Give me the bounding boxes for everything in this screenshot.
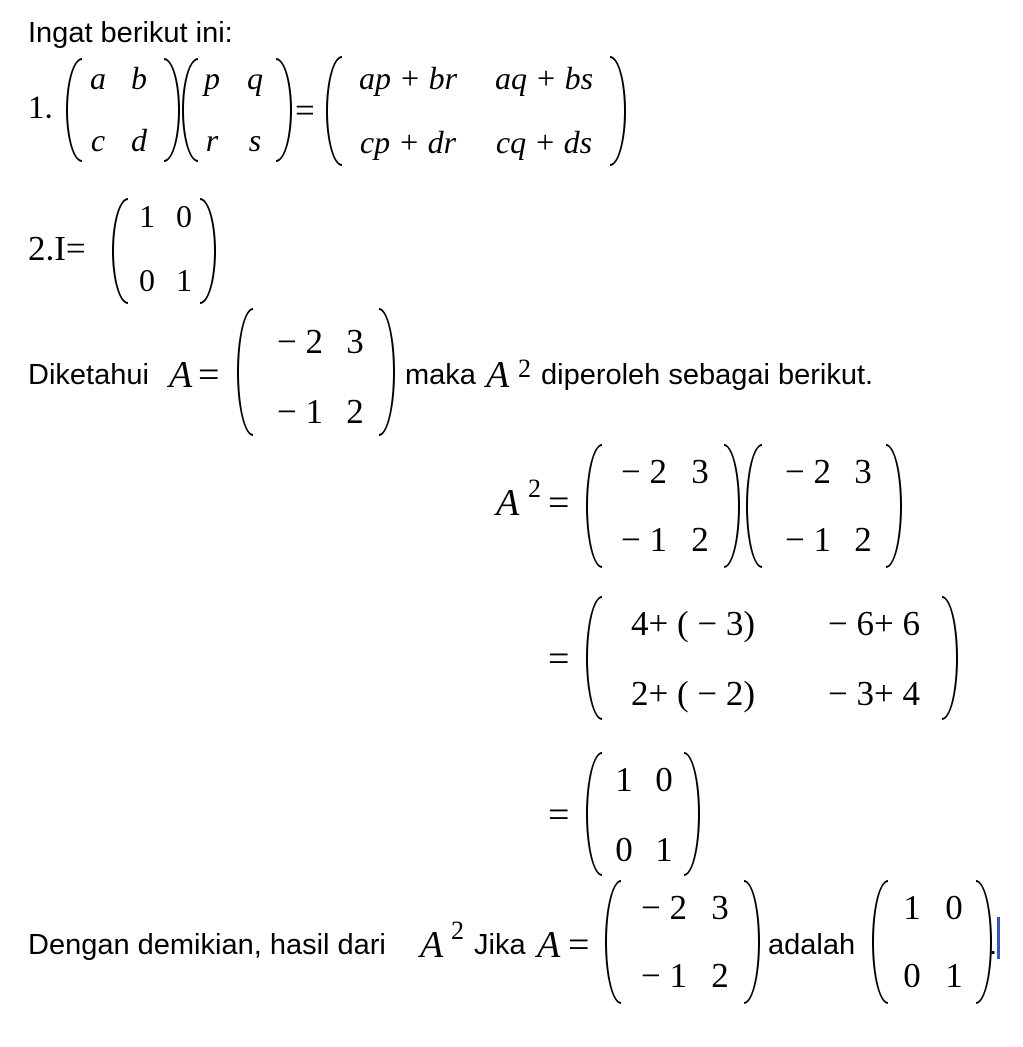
- conclusion-prefix: Dengan demikian, hasil dari: [28, 929, 386, 961]
- matrix-cell: 3: [854, 452, 872, 491]
- matrix-cell: 0: [903, 956, 921, 995]
- text-cursor: [997, 917, 1000, 959]
- matrix-cell: s: [248, 122, 262, 158]
- paren-right: [724, 444, 740, 568]
- matrix-cell: 3: [346, 322, 364, 361]
- matrix-cell: − 1: [641, 956, 687, 995]
- paren-right: [379, 308, 395, 436]
- matrix-cell: − 2: [785, 452, 831, 491]
- paren-left: [586, 444, 602, 568]
- matrix-cell: 4+ ( − 3): [630, 604, 756, 643]
- matrix-cell: r: [205, 122, 219, 158]
- paren-right: [276, 58, 292, 162]
- exponent: 2: [528, 474, 541, 503]
- calc-lhs-base: A: [496, 482, 520, 524]
- matrix-cell: − 3+ 4: [828, 674, 920, 713]
- paren-left: [746, 444, 762, 568]
- matrix-cell: b: [131, 60, 147, 96]
- equals-sign: =: [548, 482, 570, 524]
- matrix-cell: − 1: [621, 520, 667, 559]
- matrix-cell: − 1: [785, 520, 831, 559]
- matrix-cell: 2+ ( − 2): [630, 674, 756, 713]
- matrix-cell: q: [247, 60, 263, 96]
- given-var: A: [169, 354, 193, 396]
- conclusion-square-base: A: [420, 924, 444, 966]
- matrix-cell: 0: [139, 262, 155, 298]
- matrix-cell: 1: [615, 760, 633, 799]
- conclusion-adalah: adalah: [768, 929, 856, 961]
- paren-right: [200, 198, 216, 304]
- paren-left: [112, 198, 128, 304]
- matrix-cell: 1: [945, 956, 963, 995]
- matrix-cell: 1: [139, 198, 155, 234]
- matrix-cell: c: [90, 122, 106, 158]
- matrix-cell: 0: [176, 198, 192, 234]
- matrix-cell: p: [204, 60, 220, 96]
- matrix-cell: 1: [655, 830, 673, 869]
- paren-left: [182, 58, 198, 162]
- rule1-number: 1.: [28, 90, 53, 126]
- matrix-cell: d: [131, 122, 147, 158]
- matrix-cell: 1: [903, 888, 921, 927]
- matrix-cell: 0: [655, 760, 673, 799]
- equals-sign: =: [568, 924, 590, 966]
- paren-right: [942, 596, 958, 720]
- equals-sign: =: [198, 354, 220, 396]
- paren-right: [164, 58, 180, 162]
- given-square-base: A: [486, 354, 510, 396]
- paren-left: [872, 880, 888, 1004]
- matrix-cell: a: [90, 60, 106, 96]
- matrix-cell: − 2: [621, 452, 667, 491]
- given-middle: maka: [405, 359, 476, 391]
- matrix-cell: 2: [711, 956, 729, 995]
- matrix-cell: 1: [176, 262, 192, 298]
- given-prefix: Diketahui: [28, 359, 149, 391]
- matrix-cell: − 2: [277, 322, 323, 361]
- equals-sign: =: [548, 638, 570, 680]
- paren-left: [586, 596, 602, 720]
- rule2-lhs: 2.I=: [28, 229, 86, 268]
- heading: Ingat berikut ini:: [28, 17, 233, 49]
- matrix-cell: cp + dr: [359, 124, 457, 160]
- paren-right: [610, 56, 626, 166]
- matrix-cell: ap + br: [358, 60, 458, 96]
- matrix-cell: 3: [691, 452, 709, 491]
- matrix-cell: − 1: [277, 392, 323, 431]
- matrix-cell: 0: [945, 888, 963, 927]
- matrix-cell: − 6+ 6: [828, 604, 920, 643]
- matrix-cell: 2: [346, 392, 364, 431]
- paren-left: [237, 308, 253, 436]
- matrix-cell: 2: [854, 520, 872, 559]
- paren-right: [744, 880, 760, 1004]
- paren-left: [326, 56, 342, 166]
- exponent: 2: [451, 916, 464, 945]
- matrix-cell: 0: [615, 830, 633, 869]
- conclusion-jika: Jika: [474, 929, 526, 961]
- paren-right: [684, 752, 700, 876]
- matrix-cell: 2: [691, 520, 709, 559]
- matrix-cell: 3: [711, 888, 729, 927]
- conclusion-var: A: [537, 924, 561, 966]
- matrix-cell: cq + ds: [495, 124, 593, 160]
- exponent: 2: [518, 354, 531, 383]
- paren-right: [886, 444, 902, 568]
- period: .: [989, 929, 998, 961]
- matrix-cell: aq + bs: [494, 60, 594, 96]
- paren-left: [586, 752, 602, 876]
- equals-sign: =: [548, 794, 570, 836]
- matrix-cell: − 2: [641, 888, 687, 927]
- paren-left: [605, 880, 621, 1004]
- equals-sign: =: [295, 91, 315, 130]
- given-suffix: diperoleh sebagai berikut.: [541, 359, 874, 391]
- paren-left: [66, 58, 82, 162]
